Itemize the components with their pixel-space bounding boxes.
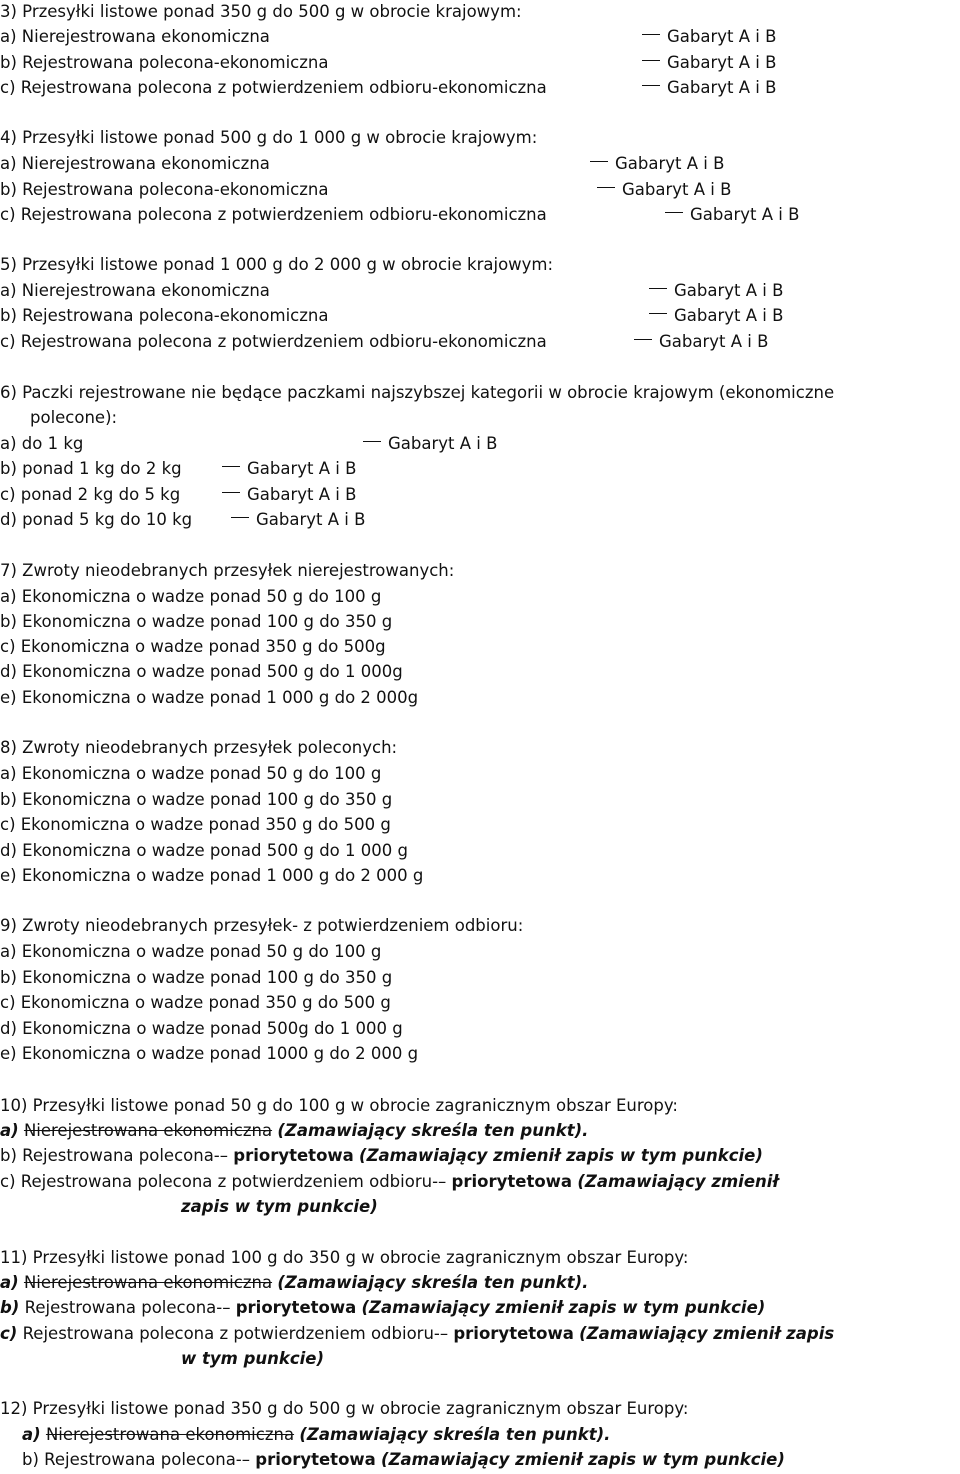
s10-c-note-cont: zapis w tym punkcie) — [181, 1197, 378, 1216]
s3-item-a-gabaryt: Gabaryt A i B — [642, 27, 776, 47]
dash-icon — [642, 34, 660, 35]
s9-item-d: d) Ekonomiczna o wadze ponad 500g do 1 000 g — [0, 1019, 403, 1038]
s9-item-b: b) Ekonomiczna o wadze ponad 100 g do 350 g — [0, 968, 393, 987]
s11-b-note: (Zamawiający zmienił zapis w tym punkcie) — [361, 1298, 766, 1317]
s7-item-e: e) Ekonomiczna o wadze ponad 1 000 g do 2 000g — [0, 688, 419, 707]
dash-icon — [590, 161, 608, 162]
s11-c-note-cont: w tym punkcie) — [181, 1349, 325, 1368]
s9-item-c: c) Ekonomiczna o wadze ponad 350 g do 500 g — [0, 993, 391, 1012]
s9-item-a: a) Ekonomiczna o wadze ponad 50 g do 100 g — [0, 942, 382, 961]
section-8-heading: 8) Zwroty nieodebranych przesyłek poleconych: — [0, 738, 398, 757]
section-5-heading: 5) Przesyłki listowe ponad 1 000 g do 2 000 g w obrocie krajowym: — [0, 255, 554, 274]
s3-item-c-gabaryt: Gabaryt A i B — [642, 78, 776, 98]
s11-a-prefix: a) — [0, 1273, 19, 1292]
s3-item-b-gabaryt: Gabaryt A i B — [642, 53, 776, 73]
s12-item-a — [22, 1425, 610, 1445]
s5-item-a: a) Nierejestrowana ekonomiczna — [0, 281, 270, 300]
s10-b-note: (Zamawiający zmienił zapis w tym punkcie) — [359, 1146, 763, 1165]
s11-item-a — [0, 1273, 588, 1293]
s5-item-b-gabaryt: Gabaryt A i B — [649, 306, 783, 326]
s4-item-c-gabaryt: Gabaryt A i B — [665, 205, 799, 225]
s12-a-struck-text: Nierejestrowana ekonomiczna — [45, 1425, 295, 1444]
s10-c-bold: priorytetowa — [451, 1172, 573, 1191]
s8-item-b: b) Ekonomiczna o wadze ponad 100 g do 350 g — [0, 790, 393, 809]
s10-a-prefix: a) — [0, 1121, 19, 1140]
dash-icon — [222, 492, 240, 493]
s10-item-c — [0, 1172, 779, 1192]
s11-a-struck-text: Nierejestrowana ekonomiczna — [23, 1273, 273, 1292]
s8-item-e: e) Ekonomiczna o wadze ponad 1 000 g do 2 000 g — [0, 866, 424, 885]
s4-item-b-gabaryt: Gabaryt A i B — [597, 180, 731, 200]
section-6-heading-cont: polecone): — [30, 408, 118, 427]
section-3-heading: 3) Przesyłki listowe ponad 350 g do 500 g w obrocie krajowym: — [0, 2, 522, 21]
s6-item-a-gabaryt: Gabaryt A i B — [363, 434, 497, 454]
s10-item-b — [0, 1146, 763, 1166]
s11-b-bold: priorytetowa — [235, 1298, 357, 1317]
s4-item-c: c) Rejestrowana polecona z potwierdzeniem odbioru-ekonomiczna — [0, 205, 547, 224]
s9-item-e: e) Ekonomiczna o wadze ponad 1000 g do 2 000 g — [0, 1044, 419, 1063]
s4-item-b: b) Rejestrowana polecona-ekonomiczna — [0, 180, 329, 199]
s3-item-a: a) Nierejestrowana ekonomiczna — [0, 27, 270, 46]
dash-icon — [642, 60, 660, 61]
s11-c-bold: priorytetowa — [453, 1324, 574, 1343]
s7-item-b: b) Ekonomiczna o wadze ponad 100 g do 350 g — [0, 612, 393, 631]
s11-a-note: (Zamawiający skreśla ten punkt). — [277, 1273, 589, 1292]
s11-c-prefix: c) — [0, 1324, 18, 1343]
section-10-heading: 10) Przesyłki listowe ponad 50 g do 100 g w obrocie zagranicznym obszar Europy: — [0, 1096, 678, 1115]
s6-item-c: c) ponad 2 kg do 5 kg — [0, 485, 181, 504]
dash-icon — [649, 313, 667, 314]
s12-b-bold: priorytetowa — [255, 1450, 376, 1469]
dash-icon — [642, 85, 660, 86]
s4-item-a-gabaryt: Gabaryt A i B — [590, 154, 724, 174]
s5-item-b: b) Rejestrowana polecona-ekonomiczna — [0, 306, 329, 325]
s7-item-d: d) Ekonomiczna o wadze ponad 500 g do 1 000g — [0, 662, 403, 681]
s11-c-text: Rejestrowana polecona z potwierdzeniem odbioru-– — [22, 1324, 449, 1343]
s10-a-note: (Zamawiający skreśla ten punkt). — [277, 1121, 589, 1140]
s12-b-note: (Zamawiający zmienił zapis w tym punkcie) — [381, 1450, 785, 1469]
s11-b-text: Rejestrowana polecona-– — [24, 1298, 231, 1317]
s11-item-b — [0, 1298, 765, 1318]
s6-item-b-gabaryt: Gabaryt A i B — [222, 459, 356, 479]
s6-item-d: d) ponad 5 kg do 10 kg — [0, 510, 193, 529]
section-7-heading: 7) Zwroty nieodebranych przesyłek nierejestrowanych: — [0, 561, 455, 580]
dash-icon — [665, 212, 683, 213]
s5-item-c-gabaryt: Gabaryt A i B — [634, 332, 768, 352]
s12-b-text: b) Rejestrowana polecona-– — [22, 1450, 251, 1469]
s3-item-c: c) Rejestrowana polecona z potwierdzeniem odbioru-ekonomiczna — [0, 78, 547, 97]
s5-item-c: c) Rejestrowana polecona z potwierdzeniem odbioru-ekonomiczna — [0, 332, 547, 351]
s11-item-c — [0, 1324, 834, 1344]
s6-item-c-gabaryt: Gabaryt A i B — [222, 485, 356, 505]
s10-b-text: b) Rejestrowana polecona-– — [0, 1146, 229, 1165]
s5-item-a-gabaryt: Gabaryt A i B — [649, 281, 783, 301]
s6-item-b: b) ponad 1 kg do 2 kg — [0, 459, 182, 478]
section-9-heading: 9) Zwroty nieodebranych przesyłek- z potwierdzeniem odbioru: — [0, 916, 524, 935]
section-6-heading: 6) Paczki rejestrowane nie będące paczkami najszybszej kategorii w obrocie krajowym (ekonomiczne — [0, 383, 835, 402]
s10-a-struck-text: Nierejestrowana ekonomiczna — [23, 1121, 273, 1140]
s11-b-prefix: b) — [0, 1298, 20, 1317]
s6-item-a: a) do 1 kg — [0, 434, 84, 453]
s7-item-c: c) Ekonomiczna o wadze ponad 350 g do 500g — [0, 637, 386, 656]
s12-a-prefix: a) — [22, 1425, 41, 1444]
s10-c-text: c) Rejestrowana polecona z potwierdzeniem odbioru-– — [0, 1172, 447, 1191]
s12-item-b — [22, 1450, 785, 1470]
dash-icon — [634, 339, 652, 340]
s4-item-a: a) Nierejestrowana ekonomiczna — [0, 154, 270, 173]
dash-icon — [597, 187, 615, 188]
s6-item-d-gabaryt: Gabaryt A i B — [231, 510, 365, 530]
dash-icon — [222, 466, 240, 467]
s7-item-a: a) Ekonomiczna o wadze ponad 50 g do 100 g — [0, 587, 382, 606]
dash-icon — [649, 288, 667, 289]
s8-item-c: c) Ekonomiczna o wadze ponad 350 g do 500 g — [0, 815, 391, 834]
s10-b-bold: priorytetowa — [233, 1146, 354, 1165]
dash-icon — [363, 441, 381, 442]
s3-item-b: b) Rejestrowana polecona-ekonomiczna — [0, 53, 329, 72]
s10-c-note: (Zamawiający zmienił — [577, 1172, 779, 1191]
s12-a-note: (Zamawiający skreśla ten punkt). — [299, 1425, 611, 1444]
dash-icon — [231, 517, 249, 518]
section-12-heading: 12) Przesyłki listowe ponad 350 g do 500 g w obrocie zagranicznym obszar Europy: — [0, 1399, 689, 1418]
section-4-heading: 4) Przesyłki listowe ponad 500 g do 1 000 g w obrocie krajowym: — [0, 128, 538, 147]
s11-c-note: (Zamawiający zmienił zapis — [579, 1324, 835, 1343]
section-11-heading: 11) Przesyłki listowe ponad 100 g do 350 g w obrocie zagranicznym obszar Europy: — [0, 1248, 689, 1267]
s8-item-a: a) Ekonomiczna o wadze ponad 50 g do 100 g — [0, 764, 382, 783]
s10-item-a — [0, 1121, 588, 1141]
s8-item-d: d) Ekonomiczna o wadze ponad 500 g do 1 000 g — [0, 841, 408, 860]
